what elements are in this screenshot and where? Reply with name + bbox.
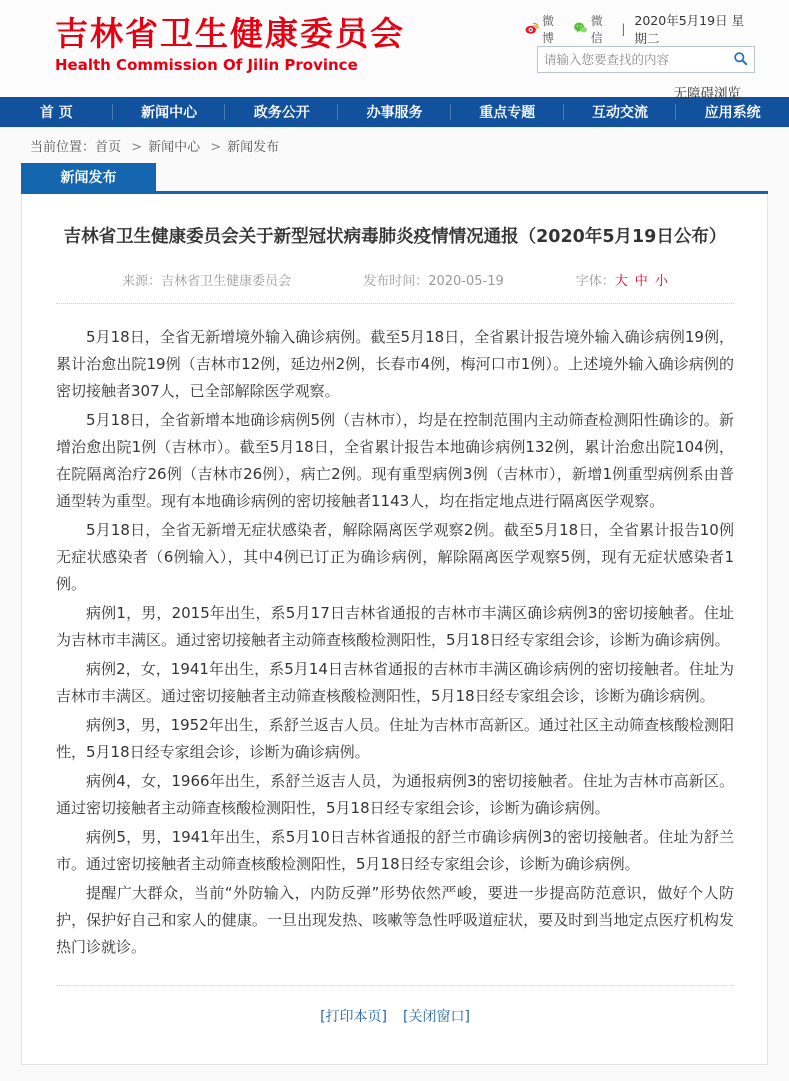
tab-row (21, 163, 768, 194)
site-logo[interactable] (55, 14, 405, 74)
breadcrumb-link[interactable]: 新闻中心 (148, 140, 201, 155)
meta-publish-time (363, 270, 504, 289)
breadcrumb-segment (95, 136, 148, 155)
article-meta (56, 270, 734, 304)
article-paragraph: 提醒广大群众，当前“外防输入，内防反弹”形势依然严峻，要进一步提高防范意识，做好个人防护，保护好自己和家人的健康。一旦出现发热、咳嗽等急性呼吸道症状，要及时到当地定点医疗机构发热门诊就诊。 (56, 884, 734, 956)
breadcrumb-separator: > (131, 140, 143, 155)
current-date: 2020年5月19日 星期二 (634, 13, 745, 46)
article-container (21, 194, 768, 1065)
meta-source (122, 270, 291, 289)
font-size-option[interactable]: 大 (614, 274, 628, 289)
article-paragraph: 病例5，男，1941年出生，系5月10日吉林省通报的舒兰市确诊病例3的密切接触者。住址为舒兰市。通过密切接触者主动筛查核酸检测阳性，5月18日经专家组会诊，诊断为确诊病例。 (56, 828, 734, 873)
search-box (537, 46, 755, 73)
page-bottom-spacer (0, 1065, 789, 1081)
article-paragraph: 5月18日，全省无新增境外输入确诊病例。截至5月18日，全省累计报告境外输入确诊病例19例，累计治愈出院19例（吉林市12例，延边州2例，长春市4例，梅河口市1例）。上述境外输入确诊病例的密切接触者307人，已全部解除医学观察。 (56, 328, 734, 400)
wechat-icon (573, 21, 588, 38)
weibo-icon (525, 21, 539, 38)
wechat-label: 微信 (590, 14, 603, 45)
article-paragraph: 5月18日，全省新增本地确诊病例5例（吉林市），均是在控制范围内主动筛查检测阳性确诊的。新增治愈出院1例（吉林市）。截至5月18日，全省累计报告本地确诊病例132例，累计治愈出院104例，在院隔离治疗26例（吉林市26例），病亡2例。现有重型病例3例（吉林市），新增1例重型病例系由普通型转为重型。现有本地确诊病例的密切接触者1143人，均在指定地点进行隔离医学观察。 (56, 411, 734, 510)
meta-publish-value: 2020-05-19 (428, 274, 504, 289)
article-title: 吉林省卫生健康委员会关于新型冠状病毒肺炎疫情情况通报（2020年5月19日公布） (63, 227, 727, 247)
nav-item[interactable]: 办事服务 (338, 97, 451, 127)
nav-item[interactable]: 首 页 (0, 97, 113, 127)
article-paragraph: 病例1，男，2015年出生，系5月17日吉林省通报的吉林市丰满区确诊病例3的密切接触者。住址为吉林市丰满区。通过密切接触者主动筛查核酸检测阳性，5月18日经专家组会诊，诊断为确诊病例。 (56, 604, 734, 649)
font-size-options (615, 270, 668, 289)
meta-font-label: 字体： (575, 274, 615, 289)
top-links (525, 13, 755, 46)
wechat-link[interactable] (573, 12, 611, 46)
article-paragraph: 病例3，男，1952年出生，系舒兰返吉人员。住址为吉林市高新区。通过社区主动筛查核酸检测阳性，5月18日经专家组会诊，诊断为确诊病例。 (56, 716, 734, 761)
nav-item[interactable]: 新闻中心 (113, 97, 226, 127)
main-nav (0, 97, 789, 127)
weibo-label: 微博 (542, 14, 555, 45)
site-name-english: Health Commission Of Jilin Province (55, 56, 358, 74)
breadcrumb-link[interactable]: 新闻发布 (227, 140, 280, 155)
header-separator: | (621, 22, 626, 36)
site-name: 吉林省卫生健康委员会 (55, 14, 405, 53)
article-body (56, 304, 734, 969)
article-paragraph: 病例4，女，1966年出生，系舒兰返吉人员，为通报病例3的密切接触者。住址为吉林市高新区。通过密切接触者主动筛查核酸检测阳性，5月18日经专家组会诊，诊断为确诊病例。 (56, 772, 734, 817)
font-size-option[interactable]: 小 (654, 274, 668, 289)
breadcrumb-label: 当前位置： (30, 140, 96, 155)
weibo-link[interactable] (525, 12, 562, 46)
tab-news-release[interactable]: 新闻发布 (21, 163, 156, 191)
nav-item[interactable]: 政务公开 (225, 97, 338, 127)
article-paragraph: 5月18日，全省无新增无症状感染者，解除隔离医学观察2例。截至5月18日，全省累计报告10例无症状感染者（6例输入），其中4例已订正为确诊病例，解除隔离医学观察5例，现有无症状感染者1例。 (56, 521, 734, 593)
close-window-link[interactable]: [关闭窗口] (403, 1009, 470, 1025)
meta-source-value: 吉林省卫生健康委员会 (161, 274, 292, 289)
article-paragraph: 病例2，女，1941年出生，系5月14日吉林省通报的吉林市丰满区确诊病例的密切接触者。住址为吉林市丰满区。通过密切接触者主动筛查核酸检测阳性，5月18日经专家组会诊，诊断为确诊病例。 (56, 660, 734, 705)
search-input[interactable] (538, 48, 726, 71)
print-page-link[interactable]: [打印本页] (320, 1009, 387, 1025)
breadcrumb (0, 127, 789, 163)
breadcrumb-link[interactable]: 首页 (95, 140, 122, 155)
meta-publish-label: 发布时间： (363, 274, 429, 289)
search-button[interactable] (726, 47, 754, 72)
breadcrumb-segment (148, 136, 227, 155)
nav-item[interactable]: 重点专题 (451, 97, 564, 127)
search-icon (733, 51, 748, 69)
breadcrumb-segment (227, 136, 279, 155)
site-header (0, 0, 789, 102)
meta-source-label: 来源： (122, 274, 162, 289)
meta-font-size (576, 270, 668, 289)
accessibility-link[interactable]: 无障碍浏览 (673, 86, 741, 102)
nav-item[interactable]: 应用系统 (704, 105, 761, 121)
breadcrumb-trail (95, 136, 279, 155)
header-right (525, 13, 755, 102)
font-size-option[interactable]: 中 (634, 274, 648, 289)
footer-links (56, 986, 734, 1038)
breadcrumb-separator: > (210, 140, 222, 155)
nav-item[interactable]: 互动交流 (564, 97, 677, 127)
